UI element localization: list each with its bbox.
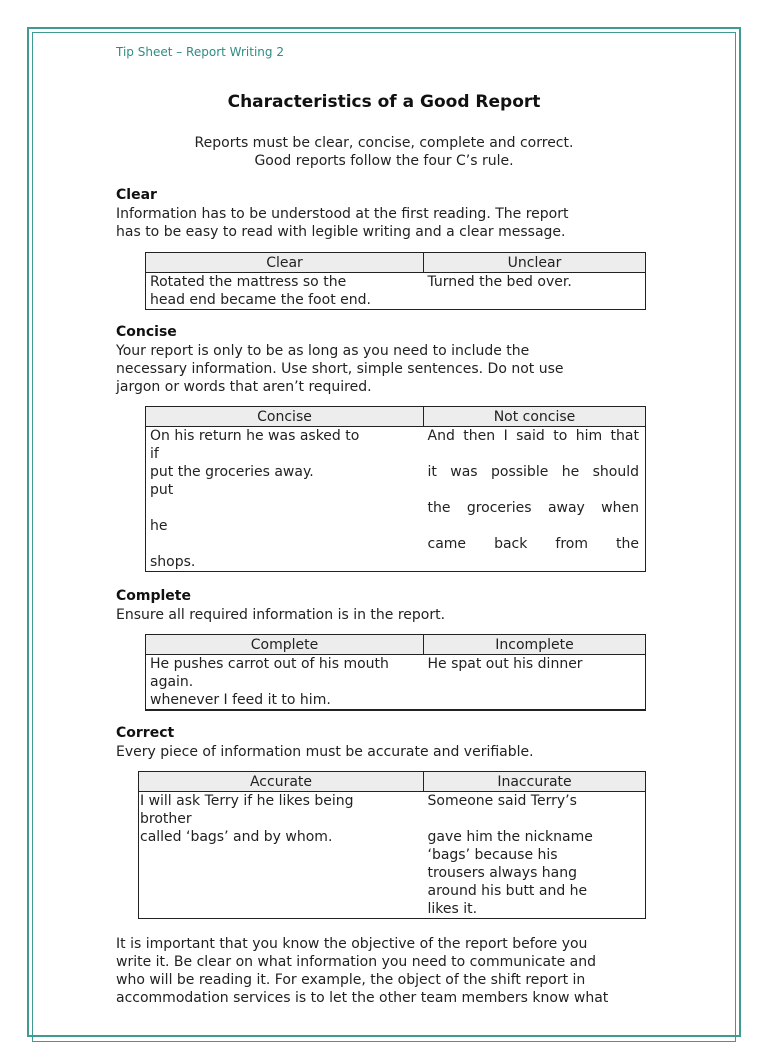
table-header: Clear <box>146 253 424 273</box>
cell-line: came back from the <box>427 536 639 552</box>
cell-line: put the groceries away. <box>150 464 314 480</box>
table-cell-right <box>424 792 646 919</box>
cell-line: Turned the bed over. <box>427 274 572 290</box>
cell-line: the groceries away when <box>427 500 639 516</box>
table-cell-right <box>424 273 646 310</box>
cell-line <box>428 445 640 463</box>
table-cell-left <box>146 273 424 310</box>
comparison-table-complete <box>145 634 646 711</box>
intro-line: Good reports follow the four C’s rule. <box>254 153 514 169</box>
table-cell-left <box>139 792 424 919</box>
section-text-complete <box>116 606 656 624</box>
cell-line: head end became the foot end. <box>150 292 371 308</box>
section-heading-clear: Clear <box>116 187 157 203</box>
cell-line: And then I said to him that <box>427 428 639 444</box>
table-header: Inaccurate <box>424 772 646 792</box>
table-cell-right <box>424 655 646 711</box>
cell-line <box>428 810 642 828</box>
section-text-clear <box>116 205 656 241</box>
cell-line <box>428 481 640 499</box>
cell-line: On his return he was asked to <box>150 428 360 444</box>
page-title: Characteristics of a Good Report <box>227 92 541 112</box>
text-line: Ensure all required information is in the report. <box>116 607 446 623</box>
cell-line: I will ask Terry if he likes being <box>140 793 354 809</box>
cell-line <box>428 553 640 571</box>
text-line: write it. Be clear on what information you need to communicate and <box>116 954 597 970</box>
table-row <box>146 273 646 310</box>
cell-line: called ‘bags’ and by whom. <box>140 829 333 845</box>
table-cell-left <box>146 655 424 711</box>
closing-paragraph <box>116 935 656 1007</box>
cell-line: put <box>150 482 174 498</box>
text-line: necessary information. Use short, simple sentences. Do not use <box>116 361 564 377</box>
text-line: who will be reading it. For example, the object of the shift report in <box>116 972 586 988</box>
comparison-table-concise <box>145 406 646 572</box>
intro-paragraph <box>116 134 652 170</box>
cell-line: it was possible he should <box>427 464 639 480</box>
cell-line: ‘bags’ because his <box>427 847 558 863</box>
table-cell-right <box>424 427 646 572</box>
table-row <box>139 792 646 919</box>
section-heading-concise: Concise <box>116 324 177 340</box>
text-line: Every piece of information must be accurate and verifiable. <box>116 744 534 760</box>
cell-line: Someone said Terry’s <box>427 793 577 809</box>
text-line: It is important that you know the objective of the report before you <box>116 936 588 952</box>
section-heading-complete: Complete <box>116 588 191 604</box>
tip-sheet-header: Tip Sheet – Report Writing 2 <box>116 45 284 59</box>
intro-line: Reports must be clear, concise, complete and correct. <box>194 135 574 151</box>
cell-line: again. <box>150 674 194 690</box>
section-text-concise <box>116 342 656 396</box>
table-header: Concise <box>146 407 424 427</box>
cell-line: whenever I feed it to him. <box>150 692 331 708</box>
table-cell-left <box>146 427 424 572</box>
text-line: has to be easy to read with legible writing and a clear message. <box>116 224 566 240</box>
table-row <box>146 427 646 572</box>
cell-line <box>150 499 420 517</box>
cell-line: around his butt and he <box>427 883 588 899</box>
section-heading-correct: Correct <box>116 725 175 741</box>
table-header: Not concise <box>424 407 646 427</box>
table-row <box>146 655 646 711</box>
cell-line: he <box>150 518 168 534</box>
cell-line: gave him the nickname <box>427 829 593 845</box>
cell-line: brother <box>140 811 192 827</box>
cell-line: He pushes carrot out of his mouth <box>150 656 389 672</box>
text-line: jargon or words that aren’t required. <box>116 379 372 395</box>
table-header: Complete <box>146 635 424 655</box>
cell-line: shops. <box>150 554 196 570</box>
comparison-table-clear <box>145 252 646 310</box>
table-header: Incomplete <box>424 635 646 655</box>
text-line: Information has to be understood at the first reading. The report <box>116 206 569 222</box>
cell-line: trousers always hang <box>427 865 578 881</box>
cell-line <box>428 517 640 535</box>
section-text-correct <box>116 743 656 761</box>
cell-line: Rotated the mattress so the <box>150 274 347 290</box>
cell-line: if <box>150 446 159 462</box>
table-header: Accurate <box>139 772 424 792</box>
table-header: Unclear <box>424 253 646 273</box>
cell-line: He spat out his dinner <box>427 656 583 672</box>
text-line: Your report is only to be as long as you need to include the <box>116 343 530 359</box>
comparison-table-correct <box>138 771 646 919</box>
cell-line <box>150 535 420 553</box>
text-line: accommodation services is to let the other team members know what <box>116 990 609 1006</box>
cell-line: likes it. <box>427 901 478 917</box>
